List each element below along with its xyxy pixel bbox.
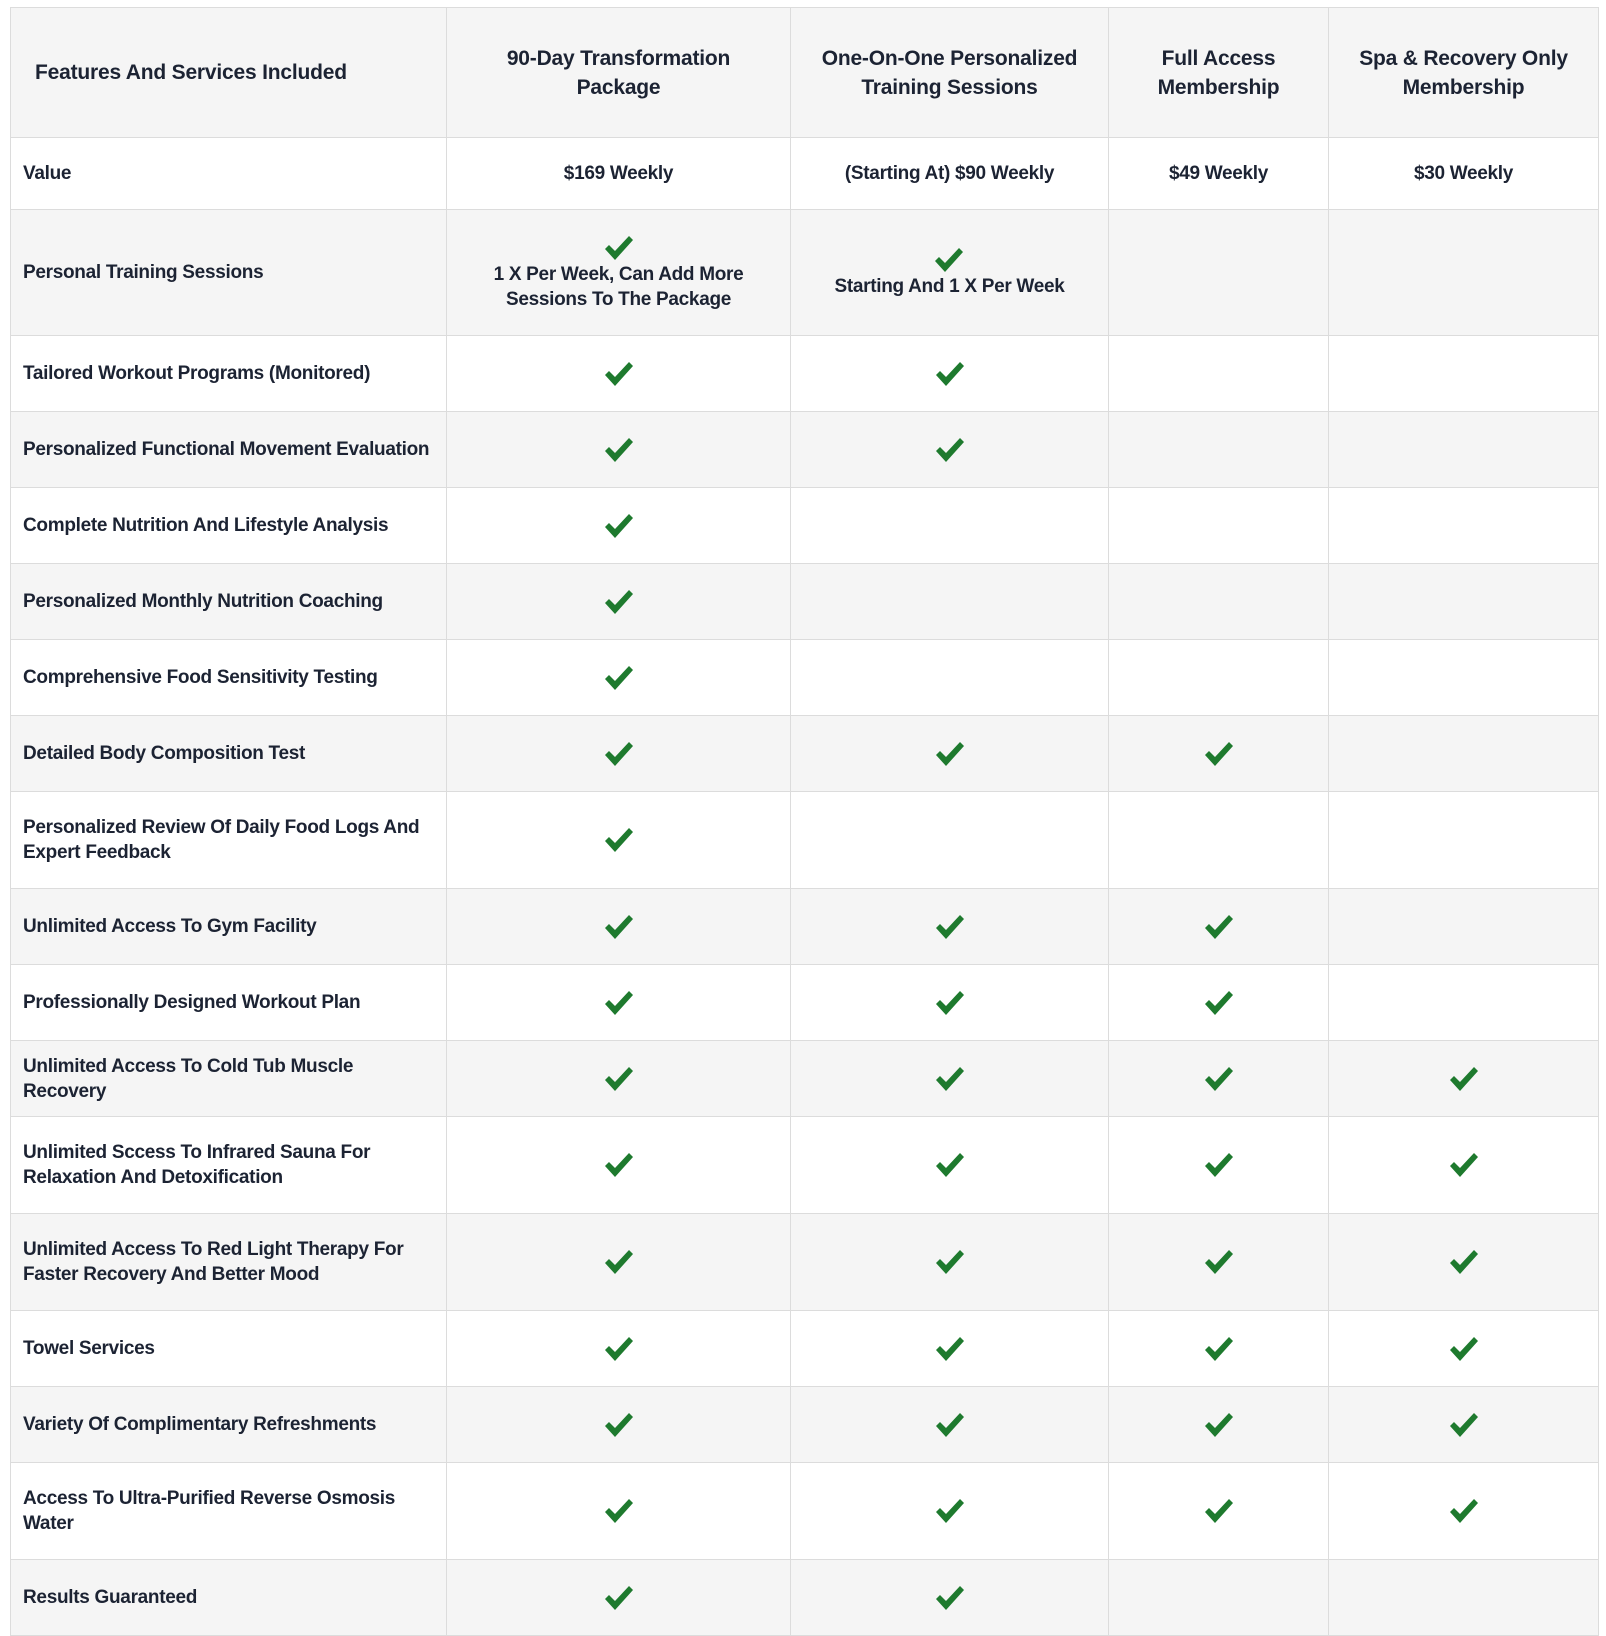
feature-cell [1329, 564, 1599, 640]
feature-cell [791, 488, 1109, 564]
feature-cell [1329, 1117, 1599, 1214]
feature-row [11, 1214, 1599, 1311]
feature-cell [1109, 412, 1329, 488]
feature-cell [791, 1560, 1109, 1636]
checkmark-icon [1203, 740, 1235, 768]
checkmark-icon [934, 913, 966, 941]
checkmark-icon [934, 1584, 966, 1612]
feature-cell [1329, 412, 1599, 488]
feature-cell [791, 640, 1109, 716]
checkmark-icon [934, 1248, 966, 1276]
feature-cell [1329, 1463, 1599, 1560]
feature-row [11, 1463, 1599, 1560]
checkmark-icon [934, 1411, 966, 1439]
checkmark-icon [1203, 989, 1235, 1017]
feature-cell [1109, 1560, 1329, 1636]
row-label: Towel Services [11, 1311, 447, 1387]
row-label: Personal Training Sessions [11, 210, 447, 336]
checkmark-icon [1448, 1248, 1480, 1276]
feature-cell [791, 1214, 1109, 1311]
row-label: Personalized Monthly Nutrition Coaching [11, 564, 447, 640]
feature-cell [1109, 1117, 1329, 1214]
checkmark-icon [934, 1065, 966, 1093]
feature-cell [1109, 210, 1329, 336]
checkmark-icon [934, 360, 966, 388]
feature-cell [447, 412, 791, 488]
plan-header-90-day: 90-Day Transformation Package [447, 8, 791, 138]
price-cell: $30 Weekly [1329, 138, 1599, 210]
checkmark-icon [603, 1584, 635, 1612]
feature-cell [447, 1041, 791, 1117]
checkmark-icon [1448, 1497, 1480, 1525]
plan-header-spa-recovery: Spa & Recovery Only Membership [1329, 8, 1599, 138]
feature-cell [1329, 1214, 1599, 1311]
checkmark-icon [1448, 1411, 1480, 1439]
feature-cell [791, 889, 1109, 965]
feature-cell [447, 1387, 791, 1463]
feature-cell [791, 1387, 1109, 1463]
row-label: Unlimited Access To Gym Facility [11, 889, 447, 965]
feature-cell [1109, 1463, 1329, 1560]
feature-cell [1329, 210, 1599, 336]
table-header-row [11, 8, 1599, 138]
checkmark-icon [934, 989, 966, 1017]
checkmark-icon [603, 740, 635, 768]
feature-cell [447, 210, 791, 336]
feature-cell [791, 1311, 1109, 1387]
checkmark-icon [603, 1411, 635, 1439]
feature-row [11, 640, 1599, 716]
feature-cell [1329, 1041, 1599, 1117]
feature-cell [791, 965, 1109, 1041]
feature-cell [447, 792, 791, 889]
pricing-comparison-table-wrapper [10, 7, 1598, 1636]
row-label: Unlimited Access To Red Light Therapy For Faster Recovery And Better Mood [11, 1214, 447, 1311]
checkmark-icon [1203, 1497, 1235, 1525]
checkmark-icon [603, 512, 635, 540]
feature-row [11, 488, 1599, 564]
checkmark-icon [934, 436, 966, 464]
pts-note: 1 X Per Week, Can Add More Sessions To The Package [493, 263, 744, 310]
feature-cell [447, 1214, 791, 1311]
checkmark-icon [1203, 1335, 1235, 1363]
feature-row [11, 889, 1599, 965]
feature-cell [447, 716, 791, 792]
price-cell: (Starting At) $90 Weekly [791, 138, 1109, 210]
feature-row [11, 1560, 1599, 1636]
feature-cell [1109, 889, 1329, 965]
feature-row [11, 1041, 1599, 1117]
feature-cell [791, 412, 1109, 488]
row-label: Access To Ultra-Purified Reverse Osmosis Water [11, 1463, 447, 1560]
feature-cell [447, 564, 791, 640]
feature-row [11, 412, 1599, 488]
feature-cell [1109, 1041, 1329, 1117]
checkmark-icon [933, 246, 965, 274]
checkmark-icon [1203, 913, 1235, 941]
checkmark-icon [603, 1248, 635, 1276]
checkmark-icon [1448, 1335, 1480, 1363]
feature-cell [1329, 336, 1599, 412]
feature-cell [1329, 1387, 1599, 1463]
row-label: Professionally Designed Workout Plan [11, 965, 447, 1041]
pricing-comparison-table [10, 7, 1599, 1636]
checkmark-icon [603, 1497, 635, 1525]
price-cell: $169 Weekly [447, 138, 791, 210]
feature-row [11, 1311, 1599, 1387]
feature-cell [791, 336, 1109, 412]
feature-cell [1109, 1214, 1329, 1311]
feature-row [11, 336, 1599, 412]
checkmark-icon [603, 913, 635, 941]
row-label: Personalized Functional Movement Evaluation [11, 412, 447, 488]
feature-cell [1329, 716, 1599, 792]
checkmark-icon [1448, 1151, 1480, 1179]
price-cell: $49 Weekly [1109, 138, 1329, 210]
feature-cell [791, 1463, 1109, 1560]
checkmark-icon [934, 1151, 966, 1179]
checkmark-icon [603, 664, 635, 692]
feature-row [11, 965, 1599, 1041]
checkmark-icon [1448, 1065, 1480, 1093]
feature-cell [791, 564, 1109, 640]
feature-cell [1329, 1560, 1599, 1636]
feature-row [11, 1387, 1599, 1463]
checkmark-icon [603, 1151, 635, 1179]
checkmark-icon [934, 1335, 966, 1363]
row-label: Results Guaranteed [11, 1560, 447, 1636]
checkmark-icon [1203, 1065, 1235, 1093]
pts-note: Starting And 1 X Per Week [834, 276, 1065, 297]
feature-cell [791, 210, 1109, 336]
feature-cell [1329, 792, 1599, 889]
row-label: Variety Of Complimentary Refreshments [11, 1387, 447, 1463]
feature-row [11, 564, 1599, 640]
row-label: Tailored Workout Programs (Monitored) [11, 336, 447, 412]
checkmark-icon [603, 1335, 635, 1363]
feature-cell [791, 1041, 1109, 1117]
row-label: Unlimited Access To Cold Tub Muscle Recovery [11, 1041, 447, 1117]
pts-note-wrap [834, 246, 1064, 299]
checkmark-icon [603, 436, 635, 464]
feature-cell [447, 1117, 791, 1214]
feature-cell [1329, 640, 1599, 716]
feature-cell [1109, 965, 1329, 1041]
feature-cell [791, 1117, 1109, 1214]
checkmark-icon [934, 1497, 966, 1525]
feature-cell [447, 336, 791, 412]
feature-cell [1329, 965, 1599, 1041]
feature-cell [447, 1560, 791, 1636]
checkmark-icon [934, 740, 966, 768]
checkmark-icon [1203, 1411, 1235, 1439]
personal-training-row [11, 210, 1599, 336]
feature-cell [447, 889, 791, 965]
feature-cell [447, 1463, 791, 1560]
feature-cell [1109, 792, 1329, 889]
row-label: Value [11, 138, 447, 210]
feature-row [11, 716, 1599, 792]
feature-cell [1109, 1387, 1329, 1463]
feature-cell [1329, 1311, 1599, 1387]
feature-cell [1329, 889, 1599, 965]
features-column-header: Features And Services Included [11, 8, 447, 138]
checkmark-icon [603, 826, 635, 854]
row-label: Personalized Review Of Daily Food Logs And Expert Feedback [11, 792, 447, 889]
feature-cell [1109, 336, 1329, 412]
checkmark-icon [603, 588, 635, 616]
value-row [11, 138, 1599, 210]
feature-cell [447, 1311, 791, 1387]
row-label: Detailed Body Composition Test [11, 716, 447, 792]
feature-cell [447, 488, 791, 564]
pts-note-wrap [447, 234, 790, 312]
feature-cell [1109, 1311, 1329, 1387]
feature-row [11, 792, 1599, 889]
checkmark-icon [603, 1065, 635, 1093]
row-label: Comprehensive Food Sensitivity Testing [11, 640, 447, 716]
feature-cell [447, 640, 791, 716]
checkmark-icon [1203, 1248, 1235, 1276]
checkmark-icon [603, 360, 635, 388]
plan-header-full-access: Full Access Membership [1109, 8, 1329, 138]
feature-cell [791, 792, 1109, 889]
feature-cell [791, 716, 1109, 792]
checkmark-icon [603, 234, 635, 262]
feature-cell [1329, 488, 1599, 564]
plan-header-one-on-one: One-On-One Personalized Training Sessions [791, 8, 1109, 138]
checkmark-icon [1203, 1151, 1235, 1179]
feature-cell [1109, 564, 1329, 640]
checkmark-icon [603, 989, 635, 1017]
feature-cell [1109, 488, 1329, 564]
feature-cell [447, 965, 791, 1041]
feature-cell [1109, 716, 1329, 792]
row-label: Complete Nutrition And Lifestyle Analysis [11, 488, 447, 564]
row-label: Unlimited Sccess To Infrared Sauna For Relaxation And Detoxification [11, 1117, 447, 1214]
feature-cell [1109, 640, 1329, 716]
feature-row [11, 1117, 1599, 1214]
